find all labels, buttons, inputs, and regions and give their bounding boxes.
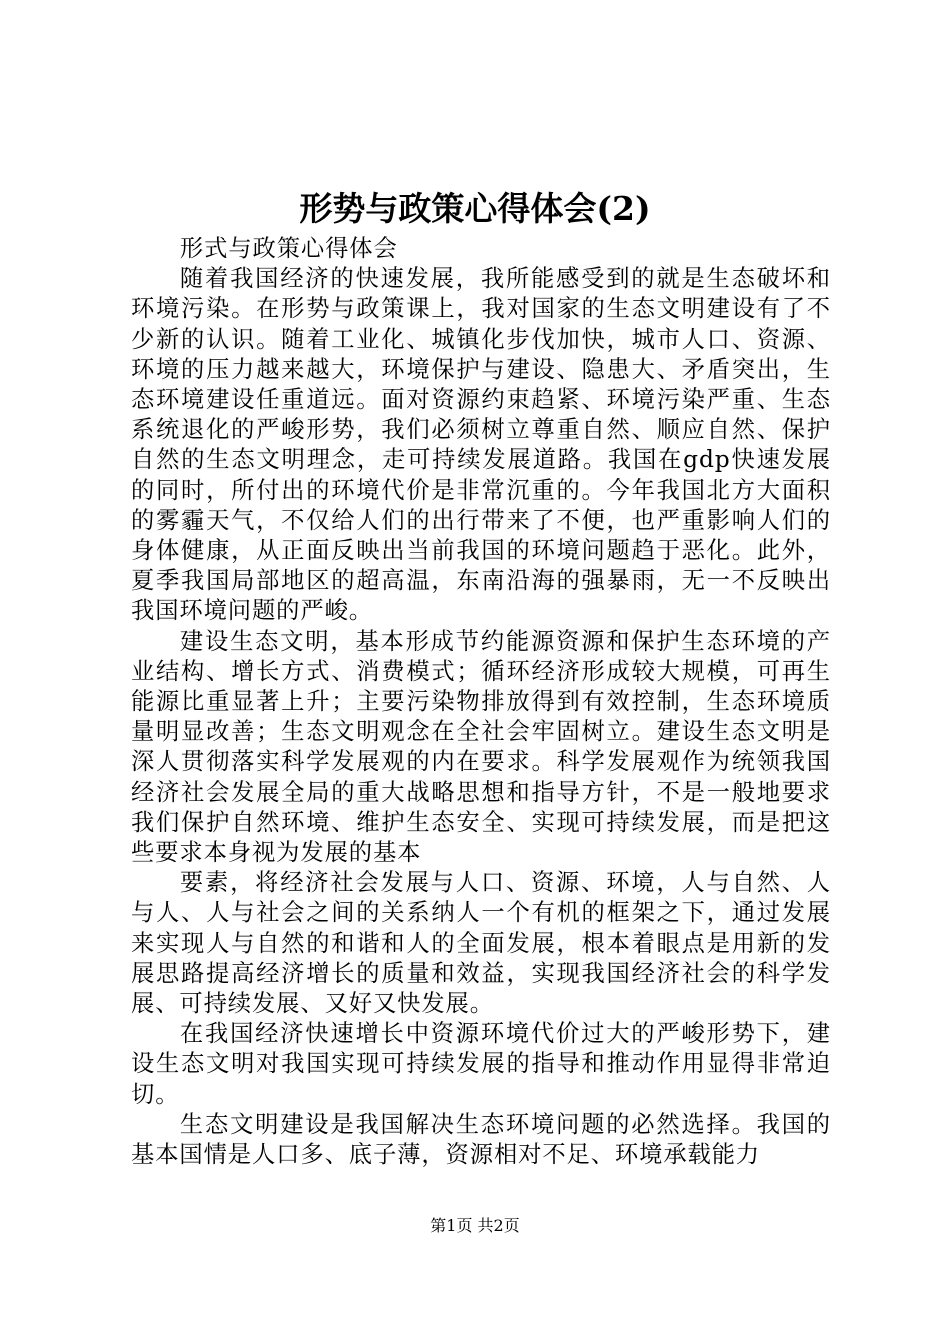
body-paragraph: 形式与政策心得体会 [179,235,398,262]
body-paragraph: 建设生态文明，基本形成节约能源资源和保护生态环境的产业结构、增长方式、消费模式；循环经济形成较大规模，可再生能源比重显著上升；主要污染物排放得到有效控制，生态环境质量明显改善；生态文明观念在全社会牢固树立。建设生态文明是深人贯彻落实科学发展观的内在要求。科学发展观作为统领我国经济社会发展全局的重大战略思想和指导方针，不是一般地要求我们保护自然环境、维护生态安全、实现可持续发展，而是把这些要求本身视为发展的基本 [131,627,831,867]
page-number-footer: 第1页 共2页 [430,1216,520,1235]
body-paragraph: 生态文明建设是我国解决生态环境问题的必然选择。我国的基本国情是人口多、底子薄，资源相对不足、环境承载能力 [131,1110,831,1169]
document-body [131,234,831,1170]
body-paragraph: 要素，将经济社会发展与人口、资源、环境，人与自然、人与人、人与社会之间的关系纳人一个有机的框架之下，通过发展来实现人与自然的和谐和人的全面发展，根本着眼点是用新的发展思路提高经济增长的质量和效益，实现我国经济社会的科学发展、可持续发展、又好又快发展。 [131,869,831,1018]
body-paragraph: 在我国经济快速增长中资源环境代价过大的严峻形势下，建设生态文明对我国实现可持续发展的指导和推动作用显得非常迫切。 [131,1020,831,1108]
document-title: 形势与政策心得体会(2) [299,189,651,228]
body-paragraph: 随着我国经济的快速发展，我所能感受到的就是生态破坏和环境污染。在形势与政策课上，我对国家的生态文明建设有了不少新的认识。随着工业化、城镇化步伐加快，城市人口、资源、环境的压力越来越大，环境保护与建设、隐患大、矛盾突出，生态环境建设任重道远。面对资源约束趋紧、环境污染严重、生态系统退化的严峻形势，我们必须树立尊重自然、顺应自然、保护自然的生态文明理念，走可持续发展道路。我国在gdp快速发展的同时，所付出的环境代价是非常沉重的。今年我国北方大面积的雾霾天气，不仅给人们的出行带来了不便，也严重影响人们的身体健康，从正面反映出当前我国的环境问题趋于恶化。此外，夏季我国局部地区的超高温，东南沿海的强暴雨，无一不反映出我国环境问题的严峻。 [131,265,831,625]
